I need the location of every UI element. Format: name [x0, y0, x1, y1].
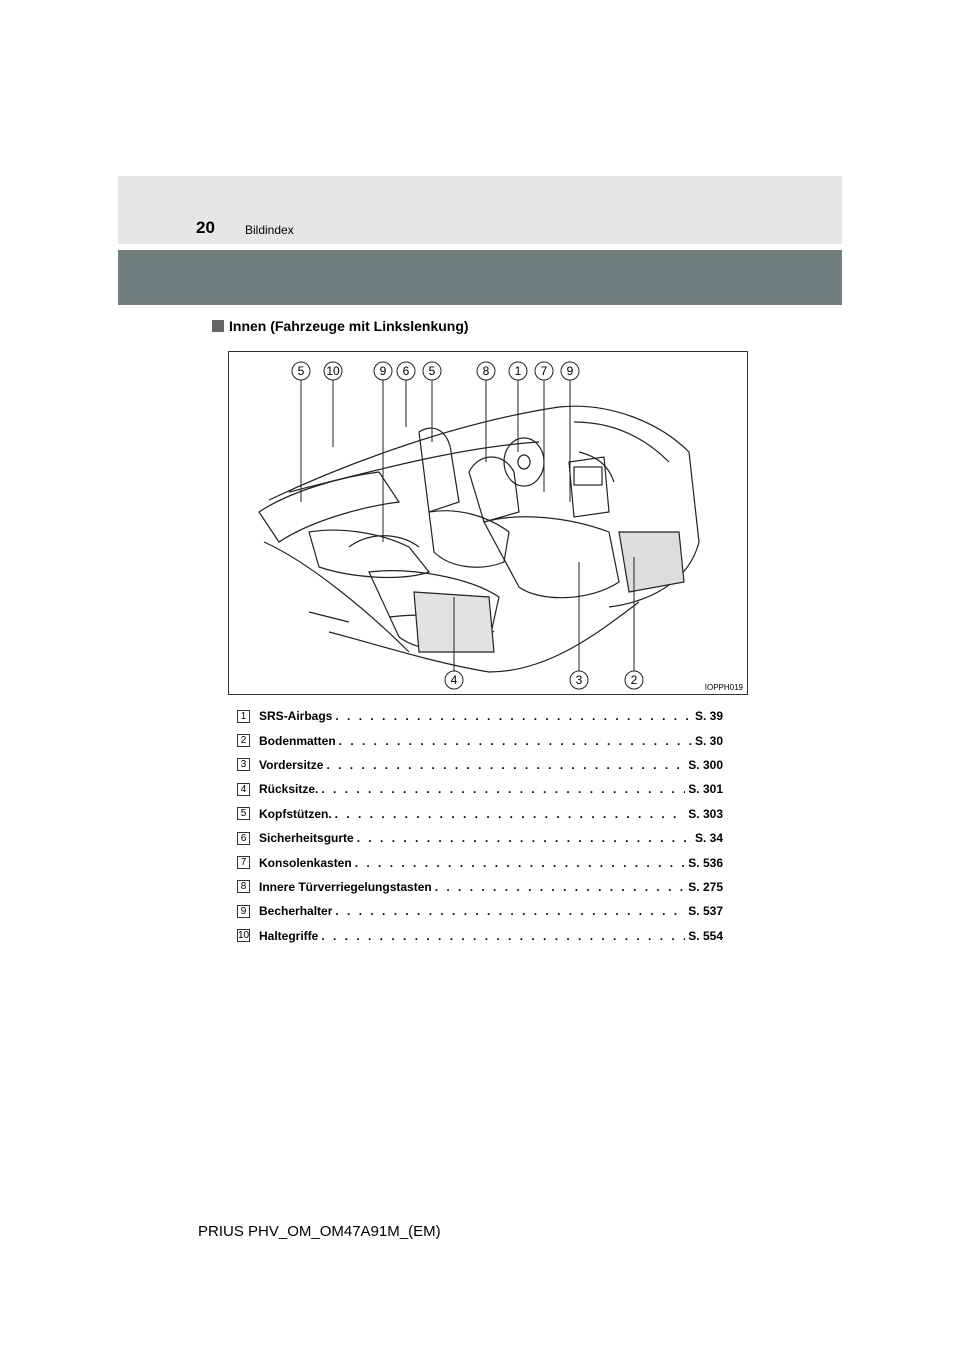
callout-label: 8	[482, 364, 490, 378]
callout-label: 1	[514, 364, 522, 378]
leader-dots	[355, 856, 686, 870]
item-label: Haltegriffe	[259, 928, 319, 943]
leader-dots	[335, 807, 686, 821]
item-number: 8	[237, 880, 250, 893]
leader-dots	[326, 758, 685, 772]
list-item	[237, 875, 723, 899]
square-bullet-icon	[212, 320, 224, 332]
item-number: 1	[237, 710, 250, 723]
item-number: 4	[237, 783, 250, 796]
item-list	[237, 704, 723, 948]
item-number: 5	[237, 807, 250, 820]
page-ref-link[interactable]: S. 275	[688, 879, 723, 894]
item-number: 7	[237, 856, 250, 869]
item-number: 9	[237, 905, 250, 918]
callout-label: 4	[450, 673, 458, 687]
item-label: Becherhalter	[259, 904, 333, 919]
list-item	[237, 802, 723, 826]
list-item	[237, 850, 723, 874]
header-top-band	[118, 176, 842, 244]
callout-label: 9	[379, 364, 387, 378]
item-number: 3	[237, 758, 250, 771]
page-ref-link[interactable]: S. 300	[688, 757, 723, 772]
callout-label: 9	[566, 364, 574, 378]
leader-dots	[357, 831, 692, 845]
item-number: 2	[237, 734, 250, 747]
page-ref-link[interactable]: S. 537	[688, 904, 723, 919]
item-label: Bodenmatten	[259, 733, 336, 748]
page-number: 20	[196, 218, 215, 237]
page-ref-link[interactable]: S. 536	[688, 855, 723, 870]
item-label: SRS-Airbags	[259, 709, 333, 724]
page-ref-link[interactable]: S. 34	[694, 831, 723, 846]
list-item	[237, 753, 723, 777]
page-ref-link[interactable]: S. 30	[694, 733, 723, 748]
page-ref-link[interactable]: S. 301	[688, 782, 723, 797]
leader-dots	[321, 782, 685, 796]
callout-label: 7	[540, 364, 548, 378]
leader-dots	[339, 734, 692, 748]
callout-label: 5	[428, 364, 436, 378]
subheading	[212, 318, 469, 334]
header-dark-band	[118, 250, 842, 305]
page-ref-link[interactable]: S. 554	[688, 928, 723, 943]
leader-dots	[335, 709, 692, 723]
item-label: Sicherheitsgurte	[259, 831, 354, 846]
item-label: Vordersitze	[259, 757, 324, 772]
item-label: Innere Türverriegelungstasten	[259, 879, 432, 894]
list-item	[237, 826, 723, 850]
page-ref-link[interactable]: S. 39	[694, 709, 723, 724]
list-item	[237, 704, 723, 728]
callout-label: 6	[402, 364, 410, 378]
car-interior-illustration	[229, 352, 747, 694]
item-label: Konsolenkasten	[259, 855, 352, 870]
list-item	[237, 777, 723, 801]
callout-label: 10	[326, 364, 340, 378]
page-ref-link[interactable]: S. 303	[688, 806, 723, 821]
leader-dots	[335, 904, 685, 918]
leader-dots	[435, 880, 686, 894]
section-title: Bildindex	[245, 223, 294, 237]
item-label: Kopfstützen.	[259, 806, 332, 821]
callout-label: 2	[630, 673, 638, 687]
item-number: 10	[237, 930, 250, 942]
footer-doc-id: PRIUS PHV_OM_OM47A91M_(EM)	[198, 1223, 441, 1240]
subheading-text: Innen (Fahrzeuge mit Linkslenkung)	[229, 318, 469, 334]
list-item	[237, 924, 723, 948]
leader-dots	[321, 929, 685, 943]
list-item	[237, 899, 723, 923]
interior-figure	[228, 351, 748, 695]
callout-label: 3	[575, 673, 583, 687]
callout-label: 5	[297, 364, 305, 378]
list-item	[237, 728, 723, 752]
item-number: 6	[237, 832, 250, 845]
figure-code: IOPPH019	[704, 683, 743, 692]
item-label: Rücksitze.	[259, 782, 319, 797]
